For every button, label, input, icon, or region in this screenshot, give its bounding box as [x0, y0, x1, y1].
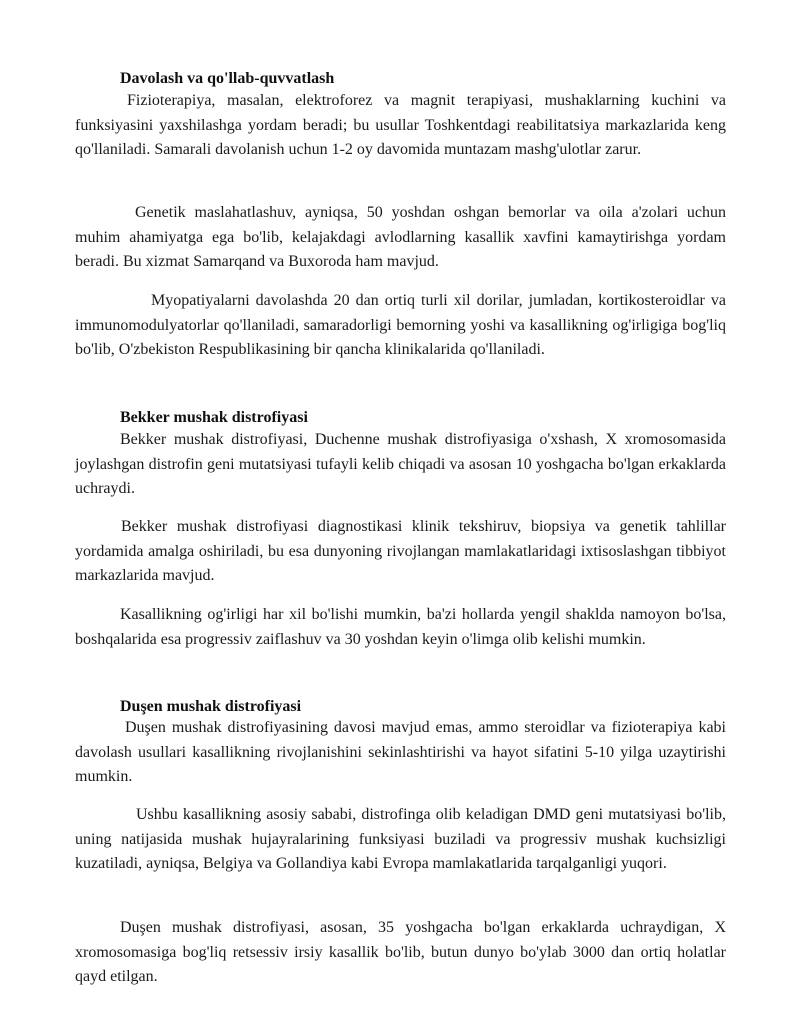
paragraph-text: Bekker mushak distrofiyasi, Duchenne mushak distrofiyasiga o'xshash, X xromosomasida joylashgan distrofin geni mutatsiyasi tufayli kelib chiqadi va asosan 10 yoshgacha bo'lgan erkaklarda uchraydi. [75, 431, 726, 497]
paragraph-becker-diagnostics [75, 515, 726, 589]
paragraph-text: Fizioterapiya, masalan, elektroforez va magnit terapiyasi, mushaklarning kuchini va funksiyasini yaxshilashga yordam beradi; bu usullar Toshkentdagi reabilitatsiya markazlarida keng qo'llaniladi. Samarali davolanish uchun 1-2 oy davomida muntazam mashg'ulotlar zarur. [75, 92, 726, 158]
paragraph-text: Kasallikning og'irligi har xil bo'lishi mumkin, ba'zi hollarda yengil shaklda namoyon bo'lsa, boshqalarida esa progressiv zaiflashuv va 30 yoshdan keyin o'limga olib kelishi mumkin. [75, 606, 726, 648]
paragraph-text: Duşen mushak distrofiyasining davosi mavjud emas, ammo steroidlar va fizioterapiya kabi davolash usullari kasallikning rivojlanishini sekinlashtirishi va hayot sifatini 5-10 yilga uzaytirishi mumkin. [75, 719, 726, 785]
paragraph-text: Duşen mushak distrofiyasi, asosan, 35 yoshgacha bo'lgan erkaklarda uchraydigan, X xromosomasiga bog'liq retsessiv irsiy kasallik bo'lib, butun dunyo bo'ylab 3000 dan ortiq holatlar qayd etilgan. [75, 919, 726, 985]
paragraph-duchenne-treatment [75, 716, 726, 790]
paragraph-text: Ushbu kasallikning asosiy sababi, distrofinga olib keladigan DMD geni mutatsiyasi bo'lib, uning natijasida mushak hujayralarining funksiyasi buziladi va progressiv mushak kuchsizligi kuzatiladi, ayniqsa, Belgiya va Gollandiya kabi Evropa mamlakatlarida tarqalganligi yuqori. [75, 806, 726, 872]
section-heading-duchenne: Duşen mushak distrofiyasi [120, 698, 302, 715]
paragraph-duchenne-prevalence [75, 916, 726, 990]
paragraph-duchenne-cause [75, 803, 726, 877]
paragraph-genetic-counseling [75, 201, 726, 275]
paragraph-physiotherapy [75, 89, 726, 163]
paragraph-becker-severity [75, 603, 726, 652]
paragraph-text: Myopatiyalarni davolashda 20 dan ortiq turli xil dorilar, jumladan, kortikosteroidlar va immunomodulyatorlar qo'llaniladi, samaradorligi bemorning yoshi va kasallikning og'irligiga bog'liq bo'lib, O'zbekiston Respublikasining bir qancha klinikalarida qo'llaniladi. [75, 292, 726, 358]
paragraph-text: Genetik maslahatlashuv, ayniqsa, 50 yoshdan oshgan bemorlar va oila a'zolari uchun muhim ahamiyatga ega bo'lib, kelajakdagi avlodlarning kasallik xavfini kamaytirishga yordam beradi. Bu xizmat Samarqand va Buxoroda ham mavjud. [75, 204, 726, 270]
paragraph-myopathy-drugs [75, 289, 726, 363]
section-heading-becker: Bekker mushak distrofiyasi [120, 409, 308, 426]
paragraph-becker-cause [75, 428, 726, 502]
section-heading-treatment: Davolash va qo'llab-quvvatlash [120, 70, 335, 87]
paragraph-text: Bekker mushak distrofiyasi diagnostikasi klinik tekshiruv, biopsiya va genetik tahlillar yordamida amalga oshiriladi, bu esa dunyoning rivojlangan mamlakatlaridagi ixtisoslashgan tibbiyot markazlarida mavjud. [75, 518, 726, 584]
